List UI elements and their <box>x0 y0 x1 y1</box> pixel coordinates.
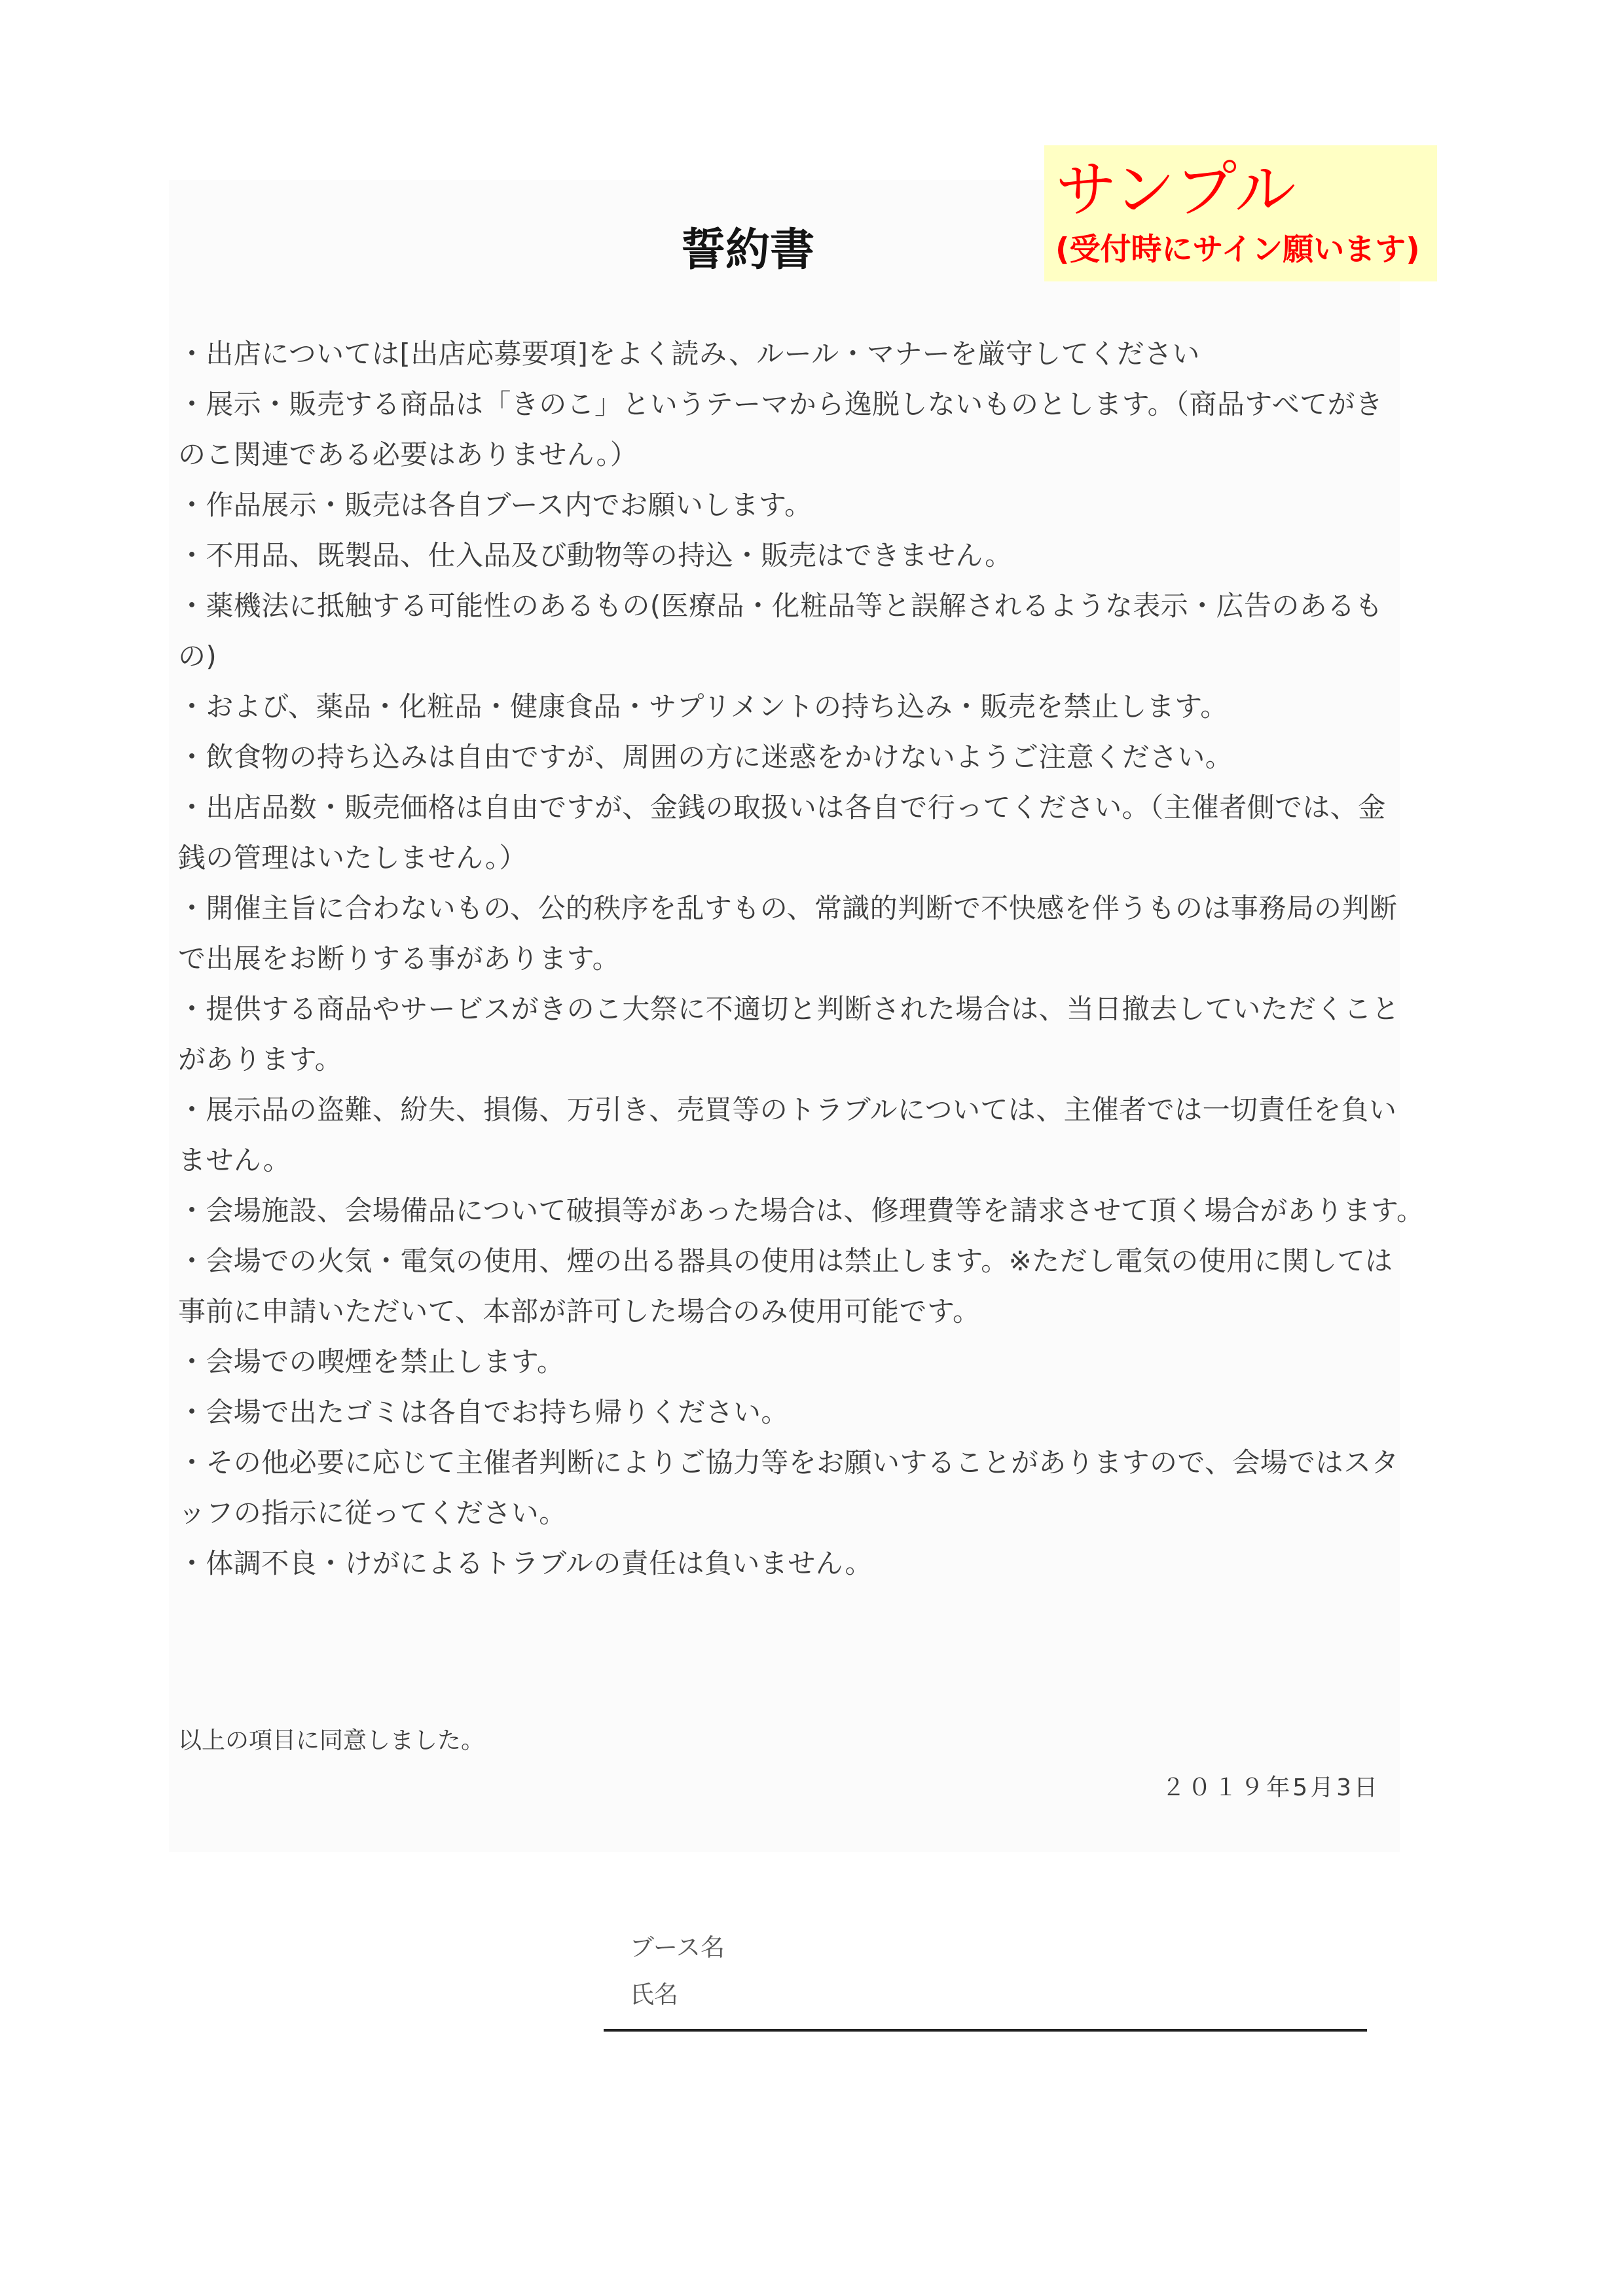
rule-line: ・会場で出たゴミは各自でお持ち帰りください。 <box>178 1396 789 1428</box>
rule-line: で出展をお断りする事があります。 <box>178 942 621 975</box>
name-label: 氏名 <box>630 1981 678 2009</box>
rule-line: ません。 <box>178 1144 291 1176</box>
signature-line <box>604 2029 1367 2032</box>
rule-line: ・不用品、既製品、仕入品及び動物等の持込・販売はできません。 <box>178 539 1013 571</box>
pledge-date: ２０１９年5月3日 <box>1161 1774 1380 1801</box>
rule-line: ・作品展示・販売は各自ブース内でお願いします。 <box>178 489 812 521</box>
rule-line: ・提供する商品やサービスがきのこ大祭に不適切と判断された場合は、当日撤去していただくこと <box>178 993 1400 1025</box>
rule-line: ・および、薬品・化粧品・健康食品・サプリメントの持ち込み・販売を禁止します。 <box>178 691 1228 723</box>
rule-line: ・展示品の盗難、紛失、損傷、万引き、売買等のトラブルについては、主催者では一切責任を負い <box>178 1094 1397 1126</box>
sample-stamp <box>1044 145 1437 281</box>
agreement-statement: 以上の項目に同意しました。 <box>178 1727 485 1754</box>
sample-stamp-note: (受付時にサイン願います) <box>1055 232 1420 268</box>
rule-line: 銭の管理はいたしません。） <box>178 842 527 874</box>
rule-line: ・開催主旨に合わないもの、公的秩序を乱すもの、常識的判断で不快感を伴うものは事務局の判断 <box>178 892 1398 924</box>
rule-line: ・展示・販売する商品は「きのこ」というテーマから逸脱しないものとします。（商品すべてがき <box>178 388 1383 420</box>
rule-line: ・薬機法に抵触する可能性のあるもの(医療品・化粧品等と誤解されるような表示・広告のあるも <box>178 590 1383 622</box>
rule-line: のこ関連である必要はありません。） <box>178 439 638 471</box>
rule-line: ・その他必要に応じて主催者判断によりご協力等をお願いすることがありますので、会場ではスタ <box>178 1446 1399 1479</box>
rule-line: ・会場での喫煙を禁止します。 <box>178 1346 565 1378</box>
rules-list <box>178 329 1425 1588</box>
rule-line: ・出店については[出店応募要項]をよく読み、ルール・マナーを厳守してください <box>178 338 1200 370</box>
booth-name-label: ブース名 <box>630 1933 725 1962</box>
rule-line: ・会場施設、会場備品について破損等があった場合は、修理費等を請求させて頂く場合があります。 <box>178 1194 1425 1227</box>
sample-stamp-title: サンプル <box>1055 154 1296 226</box>
rule-line: ・飲食物の持ち込みは自由ですが、周囲の方に迷惑をかけないようご注意ください。 <box>178 741 1233 773</box>
rule-line: ・会場での火気・電気の使用、煙の出る器具の使用は禁止します。※ただし電気の使用に関しては <box>178 1245 1393 1277</box>
document-title: 誓約書 <box>681 224 815 276</box>
rule-line: があります。 <box>178 1043 343 1075</box>
rule-line: 事前に申請いただいて、本部が許可した場合のみ使用可能です。 <box>178 1295 981 1327</box>
rule-line: ・体調不良・けがによるトラブルの責任は負いません。 <box>178 1547 873 1579</box>
rule-line: ッフの指示に従ってください。 <box>178 1497 567 1529</box>
rule-line: ・出店品数・販売価格は自由ですが、金銭の取扱いは各自で行ってください。（主催者側では、金 <box>178 791 1386 823</box>
rule-line: の) <box>178 640 217 672</box>
